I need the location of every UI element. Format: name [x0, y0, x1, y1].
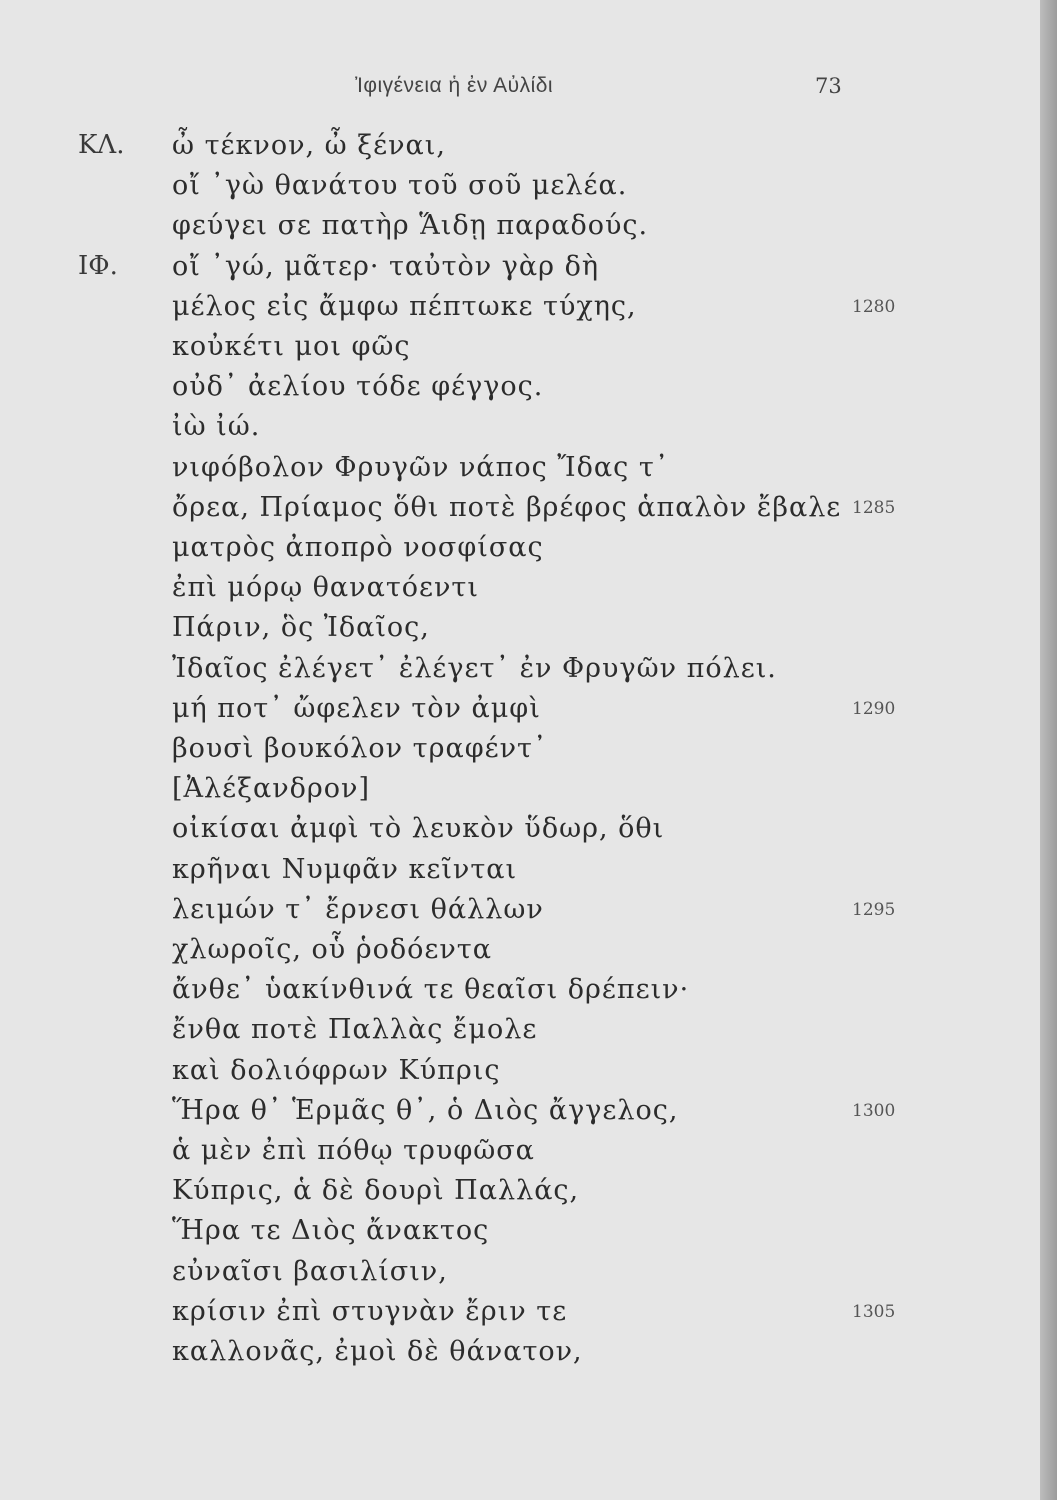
verse-line [0, 170, 1040, 210]
verse-line [0, 612, 1040, 652]
line-number: 1285 [852, 497, 896, 518]
verse-text: ὦ τέκνον, ὦ ξέναι, [172, 130, 446, 161]
verse-text: οὐδ᾿ ἀελίου τόδε φέγγος. [172, 371, 544, 403]
verse-text: Ἥρα θ᾿ Ἑρμᾶς θ᾿, ὁ Διὸς ἄγγελος, [172, 1094, 679, 1126]
verse-line [0, 572, 1040, 612]
verse-line [0, 411, 1040, 451]
verse-line [0, 894, 1040, 934]
verse-text: φεύγει σε πατὴρ Ἅιδῃ παραδούς. [172, 210, 649, 242]
verse-text: ἔνθα ποτὲ Παλλὰς ἔμολε [172, 1014, 538, 1046]
speaker-label: ΙΦ. [78, 250, 118, 281]
verse-text: καὶ δολιόφρων Κύπρις [172, 1054, 501, 1086]
verse-line [0, 532, 1040, 572]
line-number: 1280 [852, 296, 896, 317]
verse-line [0, 1256, 1040, 1296]
verse-text: ματρὸς ἀποπρὸ νοσφίσας [172, 532, 544, 563]
verse-text: οἴ ᾿γώ, μᾶτερ· ταὐτὸν γὰρ δὴ [172, 250, 600, 282]
verse-line [0, 1175, 1040, 1215]
verse-text: Κύπρις, ἁ δὲ δουρὶ Παλλάς, [172, 1175, 580, 1207]
verse-line [0, 974, 1040, 1014]
verse-line [0, 1014, 1040, 1054]
verse-text: κρίσιν ἐπὶ στυγνὰν ἔριν τε [172, 1295, 568, 1327]
speaker-label: ΚΛ. [78, 130, 125, 160]
verse-text: λειμών τ᾿ ἔρνεσι θάλλων [172, 893, 544, 925]
verse-text: Ἥρα τε Διὸς ἄνακτος [172, 1215, 490, 1247]
verse-text: ἄνθε᾿ ὑακίνθινά τε θεαῖσι δρέπειν· [172, 974, 690, 1006]
verse-line [0, 1336, 1040, 1376]
verse-text: οἰκίσαι ἀμφὶ τὸ λευκὸν ὕδωρ, ὅθι [172, 813, 665, 845]
verse-line [0, 130, 1040, 170]
verse-line [0, 693, 1040, 733]
verse-text: χλωροῖς, οὗ ῥοδόεντα [172, 934, 492, 965]
verse-line [0, 653, 1040, 693]
verse-text: ἰὼ ἰώ. [172, 411, 261, 443]
verse-text: Πάριν, ὃς Ἰδαῖος, [172, 612, 430, 644]
verse-text: μέλος εἰς ἄμφω πέπτωκε τύχης, [172, 290, 637, 322]
verse-text: μή ποτ᾿ ὤφελεν τὸν ἀμφὶ [172, 692, 541, 724]
verse-line [0, 251, 1040, 291]
verse-text: κρῆναι Νυμφᾶν κεῖνται [172, 853, 518, 885]
verse-line [0, 210, 1040, 250]
verse-text: καλλονᾶς, ἐμοὶ δὲ θάνατον, [172, 1336, 583, 1367]
verse-line [0, 1296, 1040, 1336]
line-number: 1300 [852, 1100, 896, 1121]
verse-text: κοὐκέτι μοι φῶς [172, 331, 411, 362]
page-edge [1040, 0, 1057, 1500]
verse-line [0, 813, 1040, 853]
verse-line [0, 291, 1040, 331]
verse-text: [Ἀλέξανδρον] [172, 773, 370, 805]
verse-text: εὐναῖσι βασιλίσιν, [172, 1255, 448, 1287]
verse-line [0, 331, 1040, 371]
verse-text: ὄρεα, Πρίαμος ὅθι ποτὲ βρέφος ἁπαλὸν ἔβαλε [172, 491, 842, 523]
verse-line [0, 1055, 1040, 1095]
verse-line [0, 492, 1040, 532]
running-title: Ἰφιγένεια ἡ ἐν Αὐλίδι [355, 74, 554, 97]
verse-text: ἐπὶ μόρῳ θανατόεντι [172, 572, 479, 604]
verse-text: νιφόβολον Φρυγῶν νάπος Ἴδας τ᾿ [172, 451, 670, 483]
verse-line [0, 371, 1040, 411]
verse-text: ἁ μὲν ἐπὶ πόθῳ τρυφῶσα [172, 1135, 535, 1166]
verse-line [0, 733, 1040, 773]
line-number: 1295 [852, 899, 896, 920]
verse-line [0, 773, 1040, 813]
verse-text: βουσὶ βουκόλον τραφέντ᾿ [172, 733, 548, 764]
verse-line [0, 854, 1040, 894]
verse-line [0, 1215, 1040, 1255]
page-number: 73 [815, 74, 842, 98]
verse-line [0, 1135, 1040, 1175]
verse-line [0, 1095, 1040, 1135]
verse-text: οἴ ᾿γὼ θανάτου τοῦ σοῦ μελέα. [172, 170, 628, 202]
line-number: 1305 [852, 1301, 896, 1322]
verse-text: Ἰδαῖος ἐλέγετ᾿ ἐλέγετ᾿ ἐν Φρυγῶν πόλει. [172, 652, 777, 684]
verse-line [0, 934, 1040, 974]
line-number: 1290 [852, 698, 896, 719]
verse-line [0, 452, 1040, 492]
